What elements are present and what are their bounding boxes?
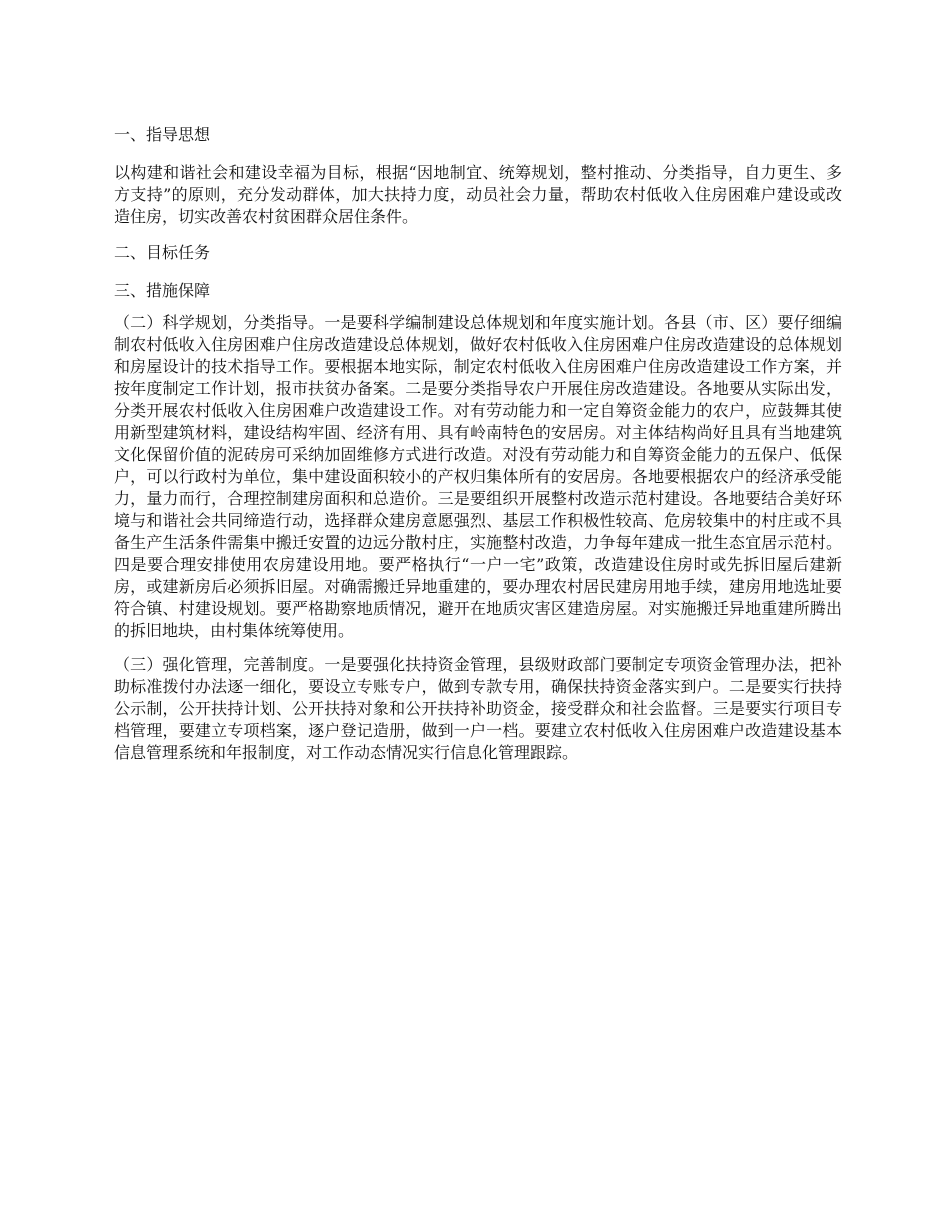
section-heading-goals: 二、目标任务: [114, 243, 211, 262]
paragraph-management: （三）强化管理，完善制度。一是要强化扶持资金管理，县级财政部门要制定专项资金管理办法，把补助标准拨付办法逐一细化，要设立专账专户，做到专款专用，确保扶持资金落实到户。二是要实行扶持公示制，公开扶持计划、公开扶持对象和公开扶持补助资金，接受群众和社会监督。三是要实行项目专档管理，要建立专项档案，逐户登记造册，做到一户一档。要建立农村低收入住房困难户改造建设基本信息管理系统和年报制度，对工作动态情况实行信息化管理跟踪。: [114, 655, 842, 762]
document-body: [114, 124, 842, 776]
paragraph-guiding-thought: 以构建和谐社会和建设幸福为目标，根据“因地制宜、统筹规划，整村推动、分类指导，自力更生、多方支持”的原则，充分发动群体，加大扶持力度，动员社会力量，帮助农村低收入住房困难户建设或改造住房，切实改善农村贫困群众居住条件。: [114, 163, 842, 226]
paragraph-planning: （二）科学规划，分类指导。一是要科学编制建设总体规划和年度实施计划。各县（市、区）要仔细编制农村低收入住房困难户住房改造建设总体规划，做好农村低收入住房困难户住房改造建设的总体规划和房屋设计的技术指导工作。要根据本地实际，制定农村低收入住房困难户住房改造建设工作方案，并按年度制定工作计划，报市扶贫办备案。二是要分类指导农户开展住房改造建设。各地要从实际出发，分类开展农村低收入住房困难户改造建设工作。对有劳动能力和一定自筹资金能力的农户，应鼓舞其使用新型建筑材料，建设结构牢固、经济有用、具有岭南特色的安居房。对主体结构尚好且具有当地建筑文化保留价值的泥砖房可采纳加固维修方式进行改造。对没有劳动能力和自筹资金能力的五保户、低保户，可以行政村为单位，集中建设面积较小的产权归集体所有的安居房。各地要根据农户的经济承受能力，量力而行，合理控制建房面积和总造价。三是要组织开展整村改造示范村建设。各地要结合美好环境与和谐社会共同缔造行动，选择群众建房意愿强烈、基层工作积极性较高、危房较集中的村庄或不具备生产生活条件需集中搬迁安置的边远分散村庄，实施整村改造，力争每年建成一批生态宜居示范村。四是要合理安排使用农房建设用地。要严格执行“一户一宅”政策，改造建设住房时或先拆旧屋后建新房，或建新房后必须拆旧屋。对确需搬迁异地重建的，要办理农村居民建房用地手续，建房用地选址要符合镇、村建设规划。要严格勘察地质情况，避开在地质灾害区建造房屋。对实施搬迁异地重建所腾出的拆旧地块，由村集体统筹使用。: [114, 313, 842, 640]
section-heading-measures: 三、措施保障: [114, 281, 211, 300]
section-heading-guiding-thought: 一、指导思想: [114, 125, 211, 144]
